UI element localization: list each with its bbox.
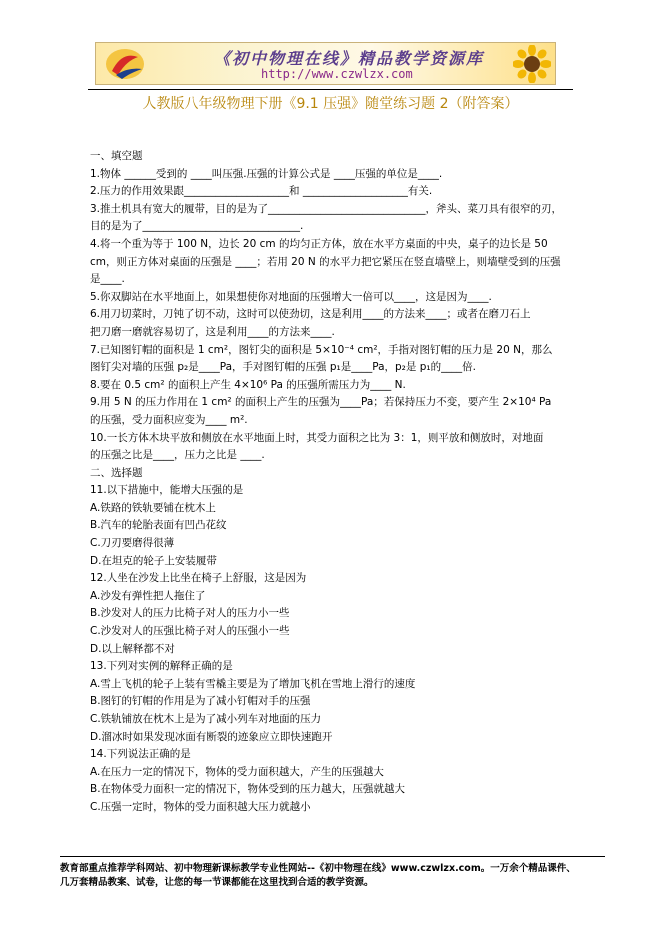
question-11-option-d: D.在坦克的轮子上安装履带 bbox=[90, 554, 217, 567]
banner-title: 《初中物理在线》精品教学资源库 bbox=[214, 49, 485, 68]
banner-url[interactable]: http://www.czwlzx.com bbox=[261, 67, 413, 81]
question-5: 5.你双脚站在水平地面上，如果想使你对地面的压强增大一倍可以____，这是因为____. bbox=[90, 290, 492, 303]
page-footer bbox=[60, 862, 610, 890]
question-13-option-c: C.铁轨铺放在枕木上是为了减小列车对地面的压力 bbox=[90, 713, 322, 725]
sunflower-icon bbox=[513, 45, 551, 83]
question-13-option-b: B.图钉的钉帽的作用是为了减小钉帽对手的压强 bbox=[90, 695, 311, 708]
question-3-line-2: 目的是为了______________________________. bbox=[90, 220, 304, 233]
document-title: 人教版八年级物理下册《9.1 压强》随堂练习题 2（附答案） bbox=[142, 96, 519, 112]
question-12-option-d: D.以上解释都不对 bbox=[90, 642, 175, 655]
question-13-option-a: A.雪上飞机的轮子上装有雪橇主要是为了增加飞机在雪地上滑行的速度 bbox=[90, 677, 416, 690]
question-4-line-2: cm，则正方体对桌面的压强是 ____；若用 20 N 的水平力把它紧压在竖直墙壁上，则墙壁受到的压强 bbox=[90, 255, 561, 268]
section-heading-choice: 二、选择题 bbox=[90, 466, 143, 479]
question-12-option-b: B.沙发对人的压力比椅子对人的压力小一些 bbox=[90, 607, 290, 620]
question-3-line-1: 3.推土机具有宽大的履带，目的是为了______________________________，斧头、菜刀具有很窄的刃， bbox=[90, 202, 563, 215]
site-logo-icon bbox=[104, 47, 146, 82]
question-8: 8.要在 0.5 cm² 的面积上产生 4×10⁶ Pa 的压强所需压力为____ N. bbox=[90, 378, 406, 391]
question-4-line-1: 4.将一个重为等于 100 N，边长 20 cm 的均匀正方体，放在水平方桌面的中央，桌子的边长是 50 bbox=[90, 237, 548, 250]
question-2: 2.压力的作用效果跟____________________和 ____________________有关. bbox=[90, 185, 433, 198]
header-rule bbox=[88, 89, 573, 90]
question-14: 14.下列说法正确的是 bbox=[90, 748, 191, 761]
question-12-option-c: C.沙发对人的压强比椅子对人的压强小一些 bbox=[90, 625, 290, 638]
question-14-option-c: C.压强一定时，物体的受力面积越大压力就越小 bbox=[90, 800, 311, 813]
question-10-line-2: 的压强之比是____，压力之比是 ____. bbox=[90, 449, 265, 462]
section-heading-fill: 一、填空题 bbox=[90, 150, 143, 162]
question-9-line-2: 的压强，受力面积应变为____ m². bbox=[90, 413, 248, 426]
question-13: 13.下列对实例的解释正确的是 bbox=[90, 660, 233, 673]
question-11-option-c: C.刀刃要磨得很薄 bbox=[90, 537, 175, 550]
header-banner bbox=[95, 42, 556, 85]
exercise-content bbox=[90, 148, 571, 817]
question-14-option-b: B.在物体受力面积一定的情况下，物体受到的压力越大，压强就越大 bbox=[90, 783, 406, 796]
question-9-line-1: 9.用 5 N 的压力作用在 1 cm² 的面积上产生的压强为____Pa；若保持压力不变，要产生 2×10⁴ Pa bbox=[90, 396, 552, 409]
question-11-option-b: B.汽车的轮胎表面有凹凸花纹 bbox=[90, 519, 227, 532]
question-7-line-1: 7.已知图钉帽的面积是 1 cm²，图钉尖的面积是 5×10⁻⁴ cm²，手指对图钉帽的压力是 20 N，那么 bbox=[90, 343, 553, 356]
question-6-line-2: 把刀磨一磨就容易切了，这是利用____的方法来____. bbox=[90, 325, 335, 338]
question-6-line-1: 6.用刀切菜时，刀钝了切不动，这时可以使劲切，这是利用____的方法来____；或者在磨刀石上 bbox=[90, 308, 531, 321]
question-7-line-2: 图钉尖对墙的压强 p₂是____Pa，手对图钉帽的压强 p₁是____Pa，p₂是 p₁的____倍. bbox=[90, 361, 476, 374]
question-11: 11.以下措施中，能增大压强的是 bbox=[90, 484, 244, 497]
footer-line-2: 几万套精品教案、试卷，让您的每一节课都能在这里找到合适的教学资源。 bbox=[60, 877, 374, 888]
question-13-option-d: D.溜冰时如果发现冰面有断裂的迹象应立即快速跑开 bbox=[90, 730, 333, 743]
question-12: 12.人坐在沙发上比坐在椅子上舒服，这是因为 bbox=[90, 572, 307, 585]
footer-rule bbox=[60, 856, 605, 857]
question-14-option-a: A.在压力一定的情况下，物体的受力面积越大，产生的压强越大 bbox=[90, 765, 384, 778]
question-4-line-3: 是____. bbox=[90, 273, 125, 286]
question-12-option-a: A.沙发有弹性把人拖住了 bbox=[90, 589, 206, 602]
question-1: 1.物体 ______受到的 ____叫压强.压强的计算公式是 ____压强的单位是____. bbox=[90, 167, 443, 180]
question-11-option-a: A.铁路的铁轨要铺在枕木上 bbox=[90, 501, 216, 514]
footer-line-1: 教育部重点推荐学科网站、初中物理新课标教学专业性网站--《初中物理在线》www.czwlzx.com。一万余个精品课件、 bbox=[60, 863, 576, 874]
question-10-line-1: 10.一长方体木块平放和侧放在水平地面上时，其受力面积之比为 3：1，则平放和侧放时，对地面 bbox=[90, 431, 544, 444]
